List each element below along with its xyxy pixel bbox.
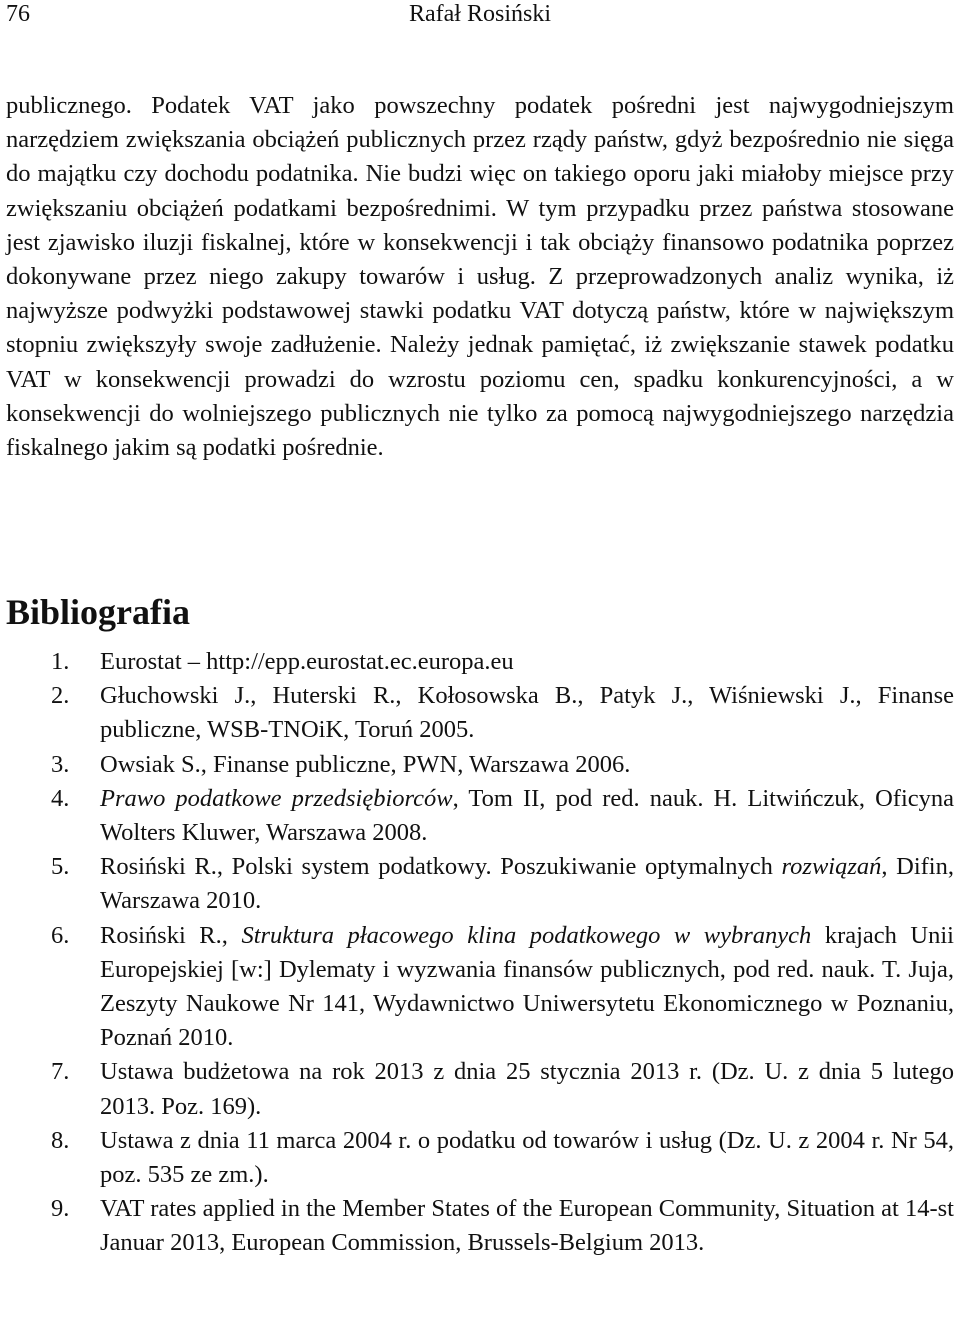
bibliography-heading: Bibliografia [6,592,191,632]
item-text: Rosiński R., Polski system podatkowy. Poszukiwanie optymalnych [100,853,782,881]
item-number: 2. [51,682,70,710]
item-title-italic: rozwiązań [781,853,882,881]
bibliography-item [0,748,954,782]
item-text: VAT rates applied in the Member States of the European Community, Situation at 14-st Januar 2013, European Commission, Brussels-Belgium 2013. [100,1195,954,1257]
bibliography-item [0,1124,954,1192]
item-text: , Tom II, pod red. nauk. H. Litwińczuk, Oficyna Wolters Kluwer, Warszawa 2008. [100,784,955,847]
bibliography-item [0,645,954,679]
item-number: 7. [51,1058,70,1086]
item-text: Ustawa budżetowa na rok 2013 z dnia 25 stycznia 2013 r. (Dz. U. z dnia 5 lutego 2013. Poz. 169). [100,1058,954,1120]
item-number: 1. [51,648,70,675]
item-text: Głuchowski J., Huterski R., Kołosowska B., Patyk J., Wiśniewski J., Finanse publiczne, WSB-TNOiK, Toruń 2005. [100,682,954,744]
bibliography-item [0,782,954,850]
item-number: 9. [51,1195,70,1223]
item-number: 4. [51,784,70,812]
bibliography-item [0,919,954,1056]
item-number: 6. [51,921,70,949]
item-title-italic: Prawo podatkowe przedsiębiorców [100,784,453,812]
item-number: 8. [51,1126,70,1154]
bibliography-item [0,1192,954,1260]
running-head: Rafał Rosiński [409,1,551,27]
item-text: Eurostat – http://epp.eurostat.ec.europa.eu [100,648,514,675]
bibliography-item [0,679,954,747]
bibliography-item [0,1055,954,1123]
item-number: 3. [51,750,70,778]
item-text: Rosiński R., [100,921,242,949]
item-text-tail: krajach Unii Europejskiej [w:] Dylematy i wyzwania finansów publicznych, pod red. nauk. T. Juja, Zeszyty Naukowe Nr 141, Wydawnictwo Uniwersytetu Ekonomicznego w Poznaniu, Poznań 2010. [100,921,954,1052]
bibliography-item [0,850,954,918]
body-paragraph: publicznego. Podatek VAT jako powszechny podatek pośredni jest najwygodniejszym narzędziem zwiększania obciążeń publicznych przez rządy państw, gdyż bezpośrednio nie sięga do majątku czy dochodu podatnika. Nie budzi więc on takiego oporu jaki miałoby miejsce przy zwiększaniu obciążeń podatkami bezpośrednimi. W tym przypadku przez państwa stosowane jest zjawisko iluzji fiskalnej, które w konsekwencji i tak obciąży finansowo podatnika poprzez dokonywane przez niego zakupy towarów i usług. Z przeprowadzonych analiz wynika, iż najwyższe podwyżki podstawowej stawki podatku VAT dotyczą państw, które w największym stopniu zwiększyły swoje zadłużenie. Należy jednak pamiętać, iż zwiększanie stawek podatku VAT w konsekwencji prowadzi do wzrostu poziomu cen, spadku konkurencyjności, a w konsekwencji do wolniejszego publicznych nie tylko za pomocą najwygodniejszego narzędzia fiskalnego jakim są podatki pośrednie. [6,92,954,462]
page-header [0,0,960,30]
bibliography-list [0,645,954,1261]
item-text: Ustawa z dnia 11 marca 2004 r. o podatku od towarów i usług (Dz. U. z 2004 r. Nr 54, poz. 535 ze zm.). [100,1126,954,1189]
item-number: 5. [51,853,70,881]
item-text-tail: , Difin, Warszawa 2010. [100,853,954,915]
page-number: 76 [6,1,30,27]
item-text: Owsiak S., Finanse publiczne, PWN, Warszawa 2006. [100,750,631,778]
item-title-italic: Struktura płacowego klina podatkowego w wybranych [241,921,812,949]
